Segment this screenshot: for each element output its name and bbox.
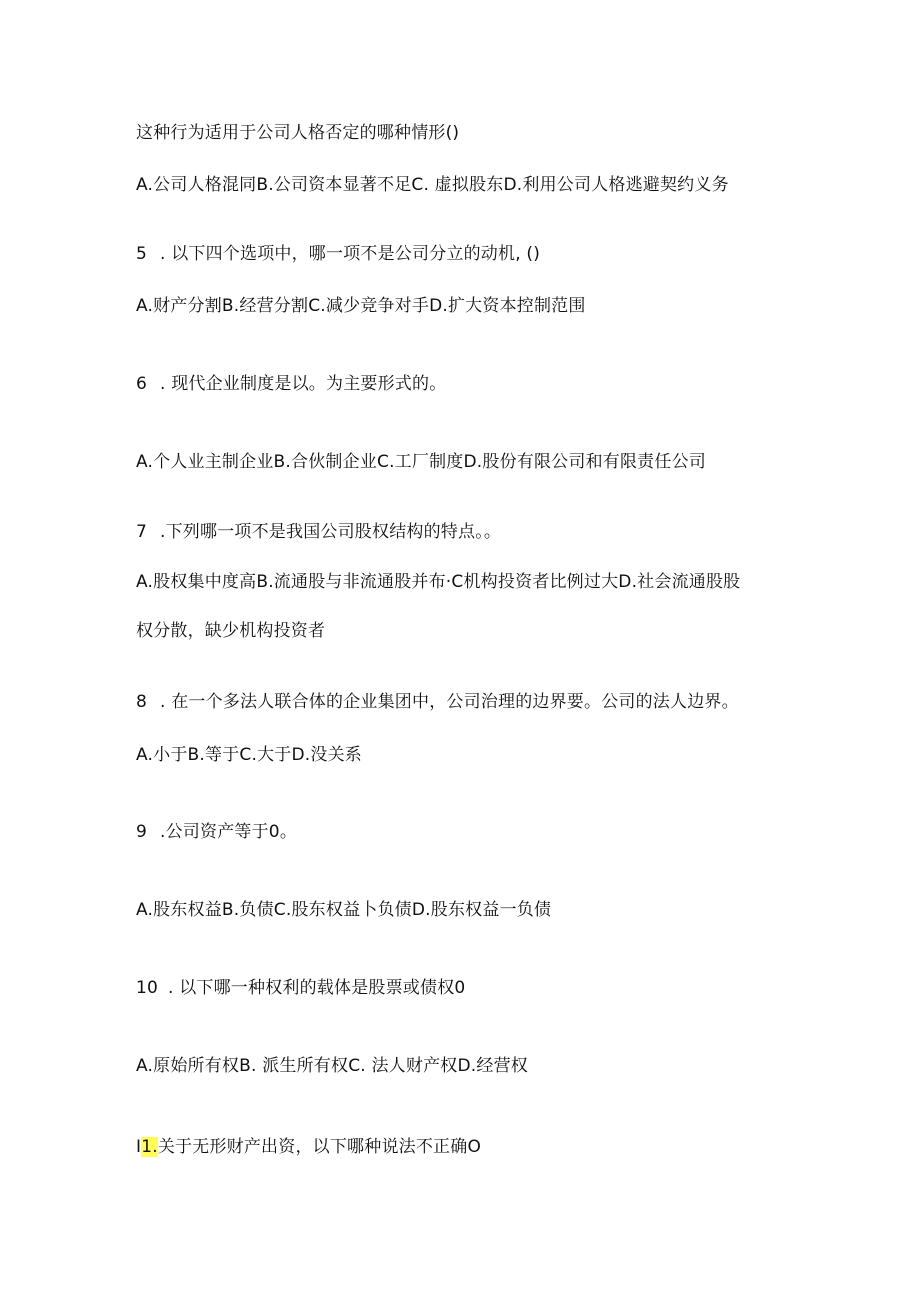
question-8-number: 8 <box>136 692 148 712</box>
question-11-text: 关于无形财产出资，以下哪种说法不正确O <box>157 1137 482 1157</box>
question-9-number: 9 <box>136 822 148 842</box>
question-7-number: 7 <box>136 522 148 542</box>
question-5-text: . 以下四个选项中，哪一项不是公司分立的动机, () <box>160 244 541 264</box>
question-11-prefix: I <box>136 1137 142 1157</box>
question-9 <box>136 821 297 843</box>
question-7-options-line-1 <box>136 571 740 593</box>
question-10-text: . 以下哪一种权利的载体是股票或债权0 <box>168 978 466 998</box>
question-7 <box>136 521 501 543</box>
question-8-options-text: A.小于B.等于C.大于D.没关系 <box>136 745 362 765</box>
question-8-options <box>136 744 362 766</box>
question-7-options-text-1: A.股权集中度高B.流通股与非流通股并布·C机构投资者比例过大D.社会流通股股 <box>136 572 741 592</box>
question-10-options <box>136 1055 528 1077</box>
question-8-text: . 在一个多法人联合体的企业集团中，公司治理的边界要。公司的法人边界。 <box>160 692 739 712</box>
question-4-options <box>136 174 729 196</box>
question-4-scenario <box>136 122 459 144</box>
question-5-options <box>136 295 586 317</box>
question-6-text: . 现代企业制度是以。为主要形式的。 <box>160 374 447 394</box>
question-5 <box>136 243 540 265</box>
question-9-options-text: A.股东权益B.负债C.股东权益卜负债D.股东权益一负债 <box>136 900 552 920</box>
question-10-options-text: A.原始所有权B. 派生所有权C. 法人财产权D.经营权 <box>136 1056 528 1076</box>
question-9-text: .公司资产等于0。 <box>160 822 298 842</box>
question-4-options-text: A.公司人格混同B.公司资本显著不足C. 虚拟股东D.利用公司人格逃避契约义务 <box>136 175 729 195</box>
question-11 <box>136 1136 481 1158</box>
question-8 <box>136 691 739 713</box>
question-4-scenario-text: 这种行为适用于公司人格否定的哪种情形() <box>136 123 460 143</box>
question-7-options-text-2: 权分散，缺少机构投资者 <box>136 621 326 641</box>
question-7-text: .下列哪一项不是我国公司股权结构的特点。。 <box>160 522 502 542</box>
question-5-number: 5 <box>136 244 148 264</box>
question-10 <box>136 977 465 999</box>
question-10-number: 10 <box>136 978 159 998</box>
question-7-options-line-2 <box>136 620 325 642</box>
question-6-options-text: A.个人业主制企业B.合伙制企业C.工厂制度D.股份有限公司和有限责任公司 <box>136 452 706 472</box>
question-6-number: 6 <box>136 374 148 394</box>
question-6-options <box>136 451 706 473</box>
question-11-highlighted-number: 1. <box>141 1137 158 1157</box>
question-6 <box>136 373 446 395</box>
question-5-options-text: A.财产分割B.经营分割C.减少竞争对手D.扩大资本控制范围 <box>136 296 586 316</box>
question-9-options <box>136 899 551 921</box>
